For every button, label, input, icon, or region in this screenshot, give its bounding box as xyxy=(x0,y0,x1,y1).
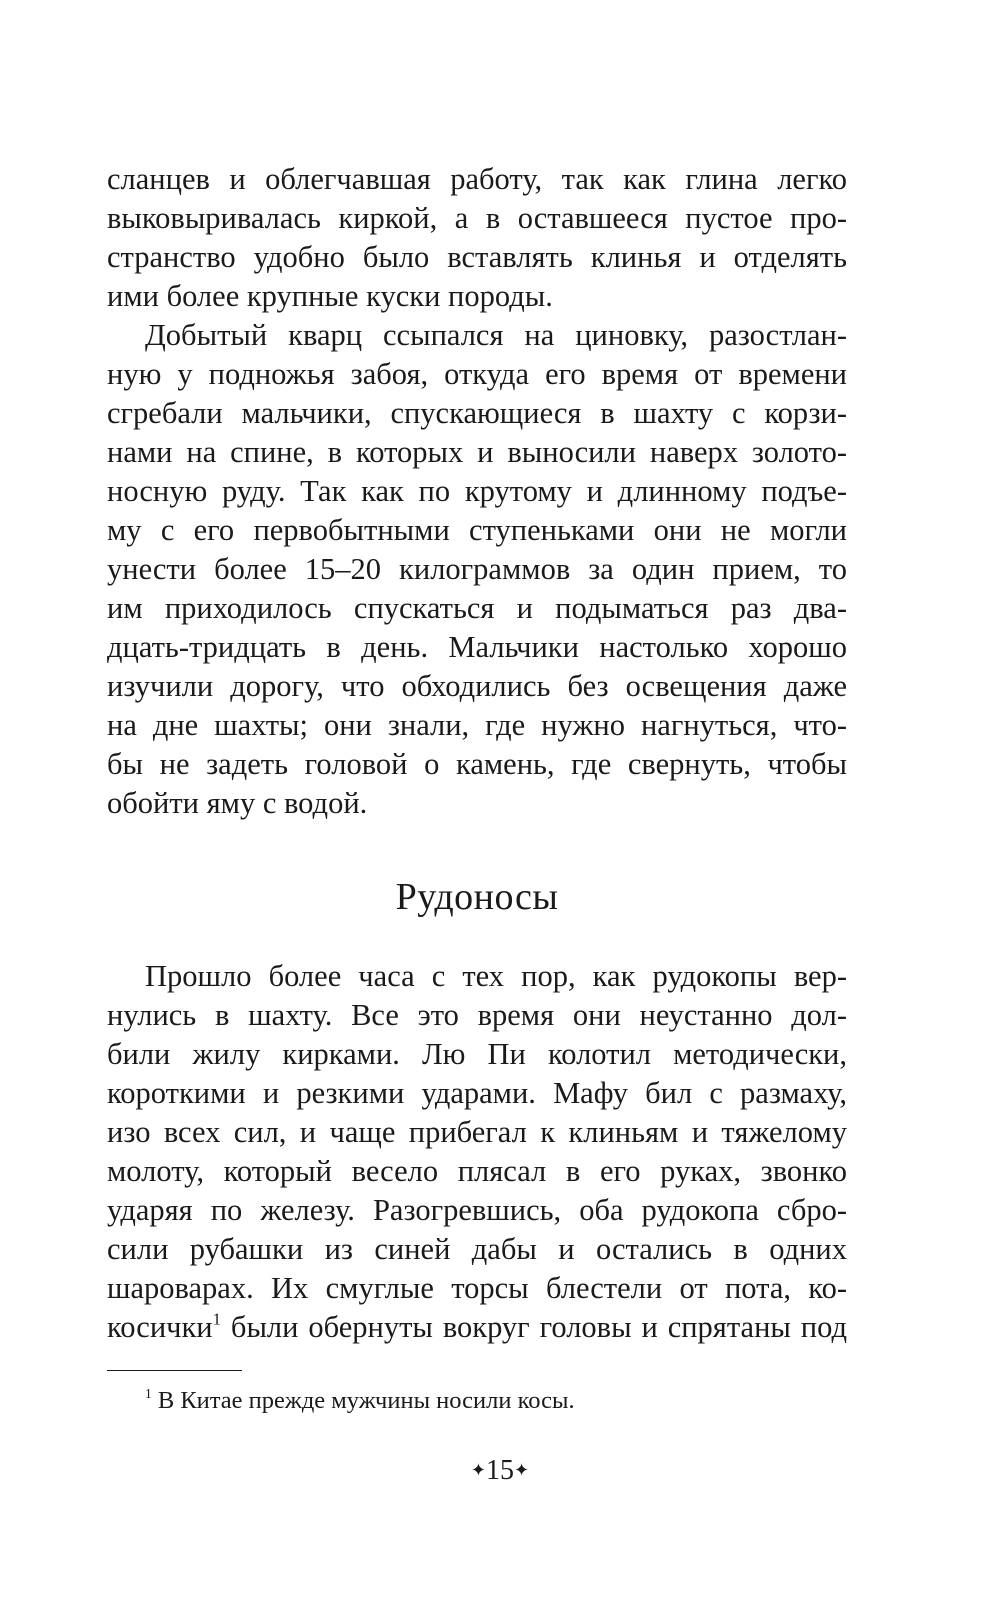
footnote-text: В Китае прежде мужчины носили косы. xyxy=(157,1387,575,1414)
footnote-reference[interactable]: 1 xyxy=(212,1309,222,1329)
section-heading: Рудоносы xyxy=(395,876,559,918)
text-line: короткими и резкими ударами. Мафу бил с размаху, xyxy=(107,1076,847,1110)
page-number-value: 15 xyxy=(486,1455,514,1486)
text-line: на дне шахты; они знали, где нужно нагнуться, что- xyxy=(107,708,847,742)
text-line: Прошло более часа с тех пор, как рудокопы вер- xyxy=(145,959,847,993)
text-line: шароварах. Их смуглые торсы блестели от пота, ко- xyxy=(107,1271,847,1305)
text-line: ударяя по железу. Разогревшись, оба рудокопа сбро- xyxy=(107,1193,847,1227)
paragraph-3 xyxy=(107,957,847,1347)
text-line: нами на спине, в которых и выносили наверх золото- xyxy=(107,435,847,469)
text-line: дцать-тридцать в день. Мальчики настолько хорошо xyxy=(107,630,847,664)
text-line: изо всех сил, и чаще прибегал к клиньям и тяжелому xyxy=(107,1115,847,1149)
text-line: сили рубашки из синей дабы и остались в одних xyxy=(107,1232,847,1266)
text-line: унести более 15–20 килограммов за один прием, то xyxy=(107,552,847,586)
footnote-marker: 1 xyxy=(145,1385,152,1401)
text-line-with-footnote xyxy=(107,1308,847,1347)
text-line: носную руду. Так как по крутому и длинному подъе- xyxy=(107,474,847,508)
text-line: бы не задеть головой о камень, где свернуть, чтобы xyxy=(107,747,847,781)
footnote-separator xyxy=(107,1370,242,1371)
text-line: сланцев и облегчавшая работу, так как глина легко xyxy=(107,162,847,196)
text-line: обойти яму с водой. xyxy=(107,786,368,820)
text-line: нулись в шахту. Все это время они неустанно дол- xyxy=(107,998,847,1032)
text-fragment: косички xyxy=(107,1310,213,1344)
text-line: сгребали мальчики, спускающиеся в шахту с корзи- xyxy=(107,396,847,430)
page-number xyxy=(0,1452,1000,1489)
star-ornament-icon: ✦ xyxy=(470,1460,486,1480)
text-line: изучили дорогу, что обходились без освещения даже xyxy=(107,669,847,703)
text-line: били жилу кирками. Лю Пи колотил методически, xyxy=(107,1037,847,1071)
footnote xyxy=(145,1385,575,1417)
text-line: им приходилось спускаться и подыматься раз два- xyxy=(107,591,847,625)
paragraph-2 xyxy=(107,316,847,823)
text-line: молоту, который весело плясал в его руках, звонко xyxy=(107,1154,847,1188)
text-line: выковыривалась киркой, а в оставшееся пустое про- xyxy=(107,201,847,235)
page-body xyxy=(107,160,847,1347)
text-line: Добытый кварц ссыпался на циновку, разостлан- xyxy=(145,318,847,352)
paragraph-1 xyxy=(107,160,847,316)
text-line: странство удобно было вставлять клинья и отделять xyxy=(107,240,847,274)
star-ornament-icon: ✦ xyxy=(514,1460,530,1480)
text-line: ими более крупные куски породы. xyxy=(107,279,553,313)
text-fragment: были обернуты вокруг головы и спрятаны под xyxy=(221,1310,847,1344)
text-line: ную у подножья забоя, откуда его время от времени xyxy=(107,357,847,391)
text-line: му с его первобытными ступеньками они не могли xyxy=(107,513,847,547)
